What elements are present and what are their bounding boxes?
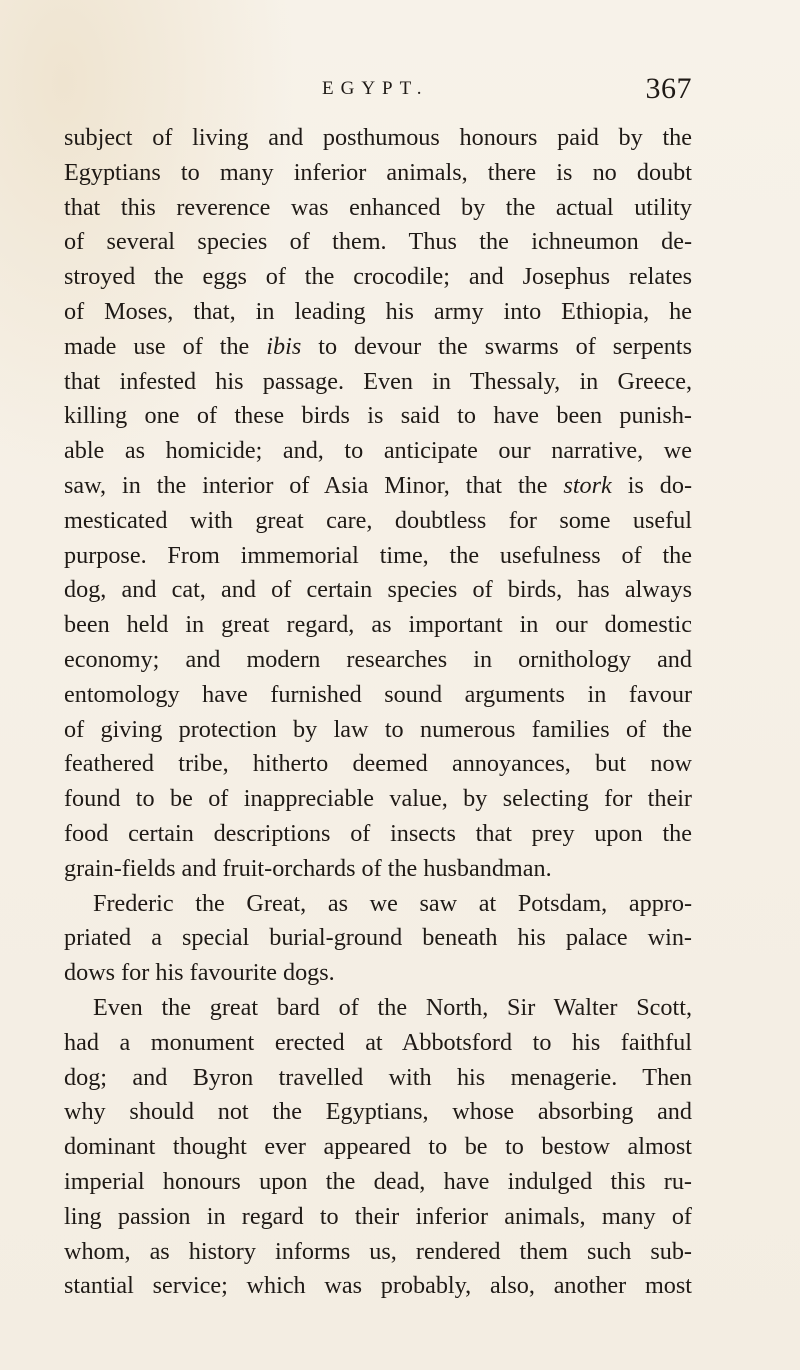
text-line: found to be of inappreciable value, by selecting for their xyxy=(64,785,692,813)
text-line: dows for his favourite dogs. xyxy=(64,959,335,987)
text-line: Egyptians to many inferior animals, there is no doubt xyxy=(64,158,692,186)
text-line: stroyed the eggs of the crocodile; and Josephus relates xyxy=(64,263,692,291)
text-line: dog, and cat, and of certain species of birds, has always xyxy=(64,576,692,604)
body-text xyxy=(64,121,692,1304)
text-line: priated a special burial-ground beneath his palace win- xyxy=(64,924,692,952)
running-head: EGYPT. xyxy=(322,78,429,99)
text-line: ling passion in regard to their inferior animals, many of xyxy=(64,1202,692,1230)
text-line xyxy=(64,330,692,365)
text-line: of Moses, that, in leading his army into Ethiopia, he xyxy=(64,297,692,325)
text-segment: to devour the swarms of serpents xyxy=(301,332,692,360)
text-line: why should not the Egyptians, whose absorbing and xyxy=(64,1098,692,1126)
text-line: economy; and modern researches in ornithology and xyxy=(64,645,692,673)
text-line: whom, as history informs us, rendered them such sub- xyxy=(64,1237,692,1265)
text-line: stantial service; which was probably, also, another most xyxy=(64,1272,692,1300)
text-segment: is do- xyxy=(611,471,693,499)
text-line: mesticated with great care, doubtless for some useful xyxy=(64,506,692,534)
text-line: imperial honours upon the dead, have indulged this ru- xyxy=(64,1167,692,1195)
italic-term: stork xyxy=(563,471,612,499)
text-line: Even the great bard of the North, Sir Walter Scott, xyxy=(93,993,692,1021)
text-line: been held in great regard, as important in our domestic xyxy=(64,611,692,639)
text-line: subject of living and posthumous honours paid by the xyxy=(64,124,692,151)
text-line: that this reverence was enhanced by the actual utility xyxy=(64,193,692,221)
text-line: that infested his passage. Even in Thessaly, in Greece, xyxy=(64,367,692,395)
text-line: killing one of these birds is said to have been punish- xyxy=(64,402,692,430)
text-line: entomology have furnished sound arguments in favour xyxy=(64,680,692,708)
text-line xyxy=(64,469,692,504)
text-line: food certain descriptions of insects that prey upon the xyxy=(64,819,692,847)
text-line: purpose. From immemorial time, the usefulness of the xyxy=(64,541,692,569)
text-line: had a monument erected at Abbotsford to his faithful xyxy=(64,1028,692,1056)
text-segment: made use of the xyxy=(64,332,267,360)
text-line: feathered tribe, hitherto deemed annoyances, but now xyxy=(64,750,692,778)
italic-term: ibis xyxy=(266,332,302,360)
text-line: of several species of them. Thus the ichneumon de- xyxy=(64,228,692,256)
text-line: Frederic the Great, as we saw at Potsdam, appro- xyxy=(93,889,692,917)
text-line: able as homicide; and, to anticipate our narrative, we xyxy=(64,437,692,465)
page-header xyxy=(64,72,692,112)
text-segment: saw, in the interior of Asia Minor, that the xyxy=(64,471,564,499)
text-line: dominant thought ever appeared to be to bestow almost xyxy=(64,1133,692,1161)
text-line: of giving protection by law to numerous families of the xyxy=(64,715,692,743)
page-number: 367 xyxy=(645,72,692,105)
text-line: dog; and Byron travelled with his menagerie. Then xyxy=(64,1063,692,1091)
text-line: grain-fields and fruit-orchards of the husbandman. xyxy=(64,854,552,882)
